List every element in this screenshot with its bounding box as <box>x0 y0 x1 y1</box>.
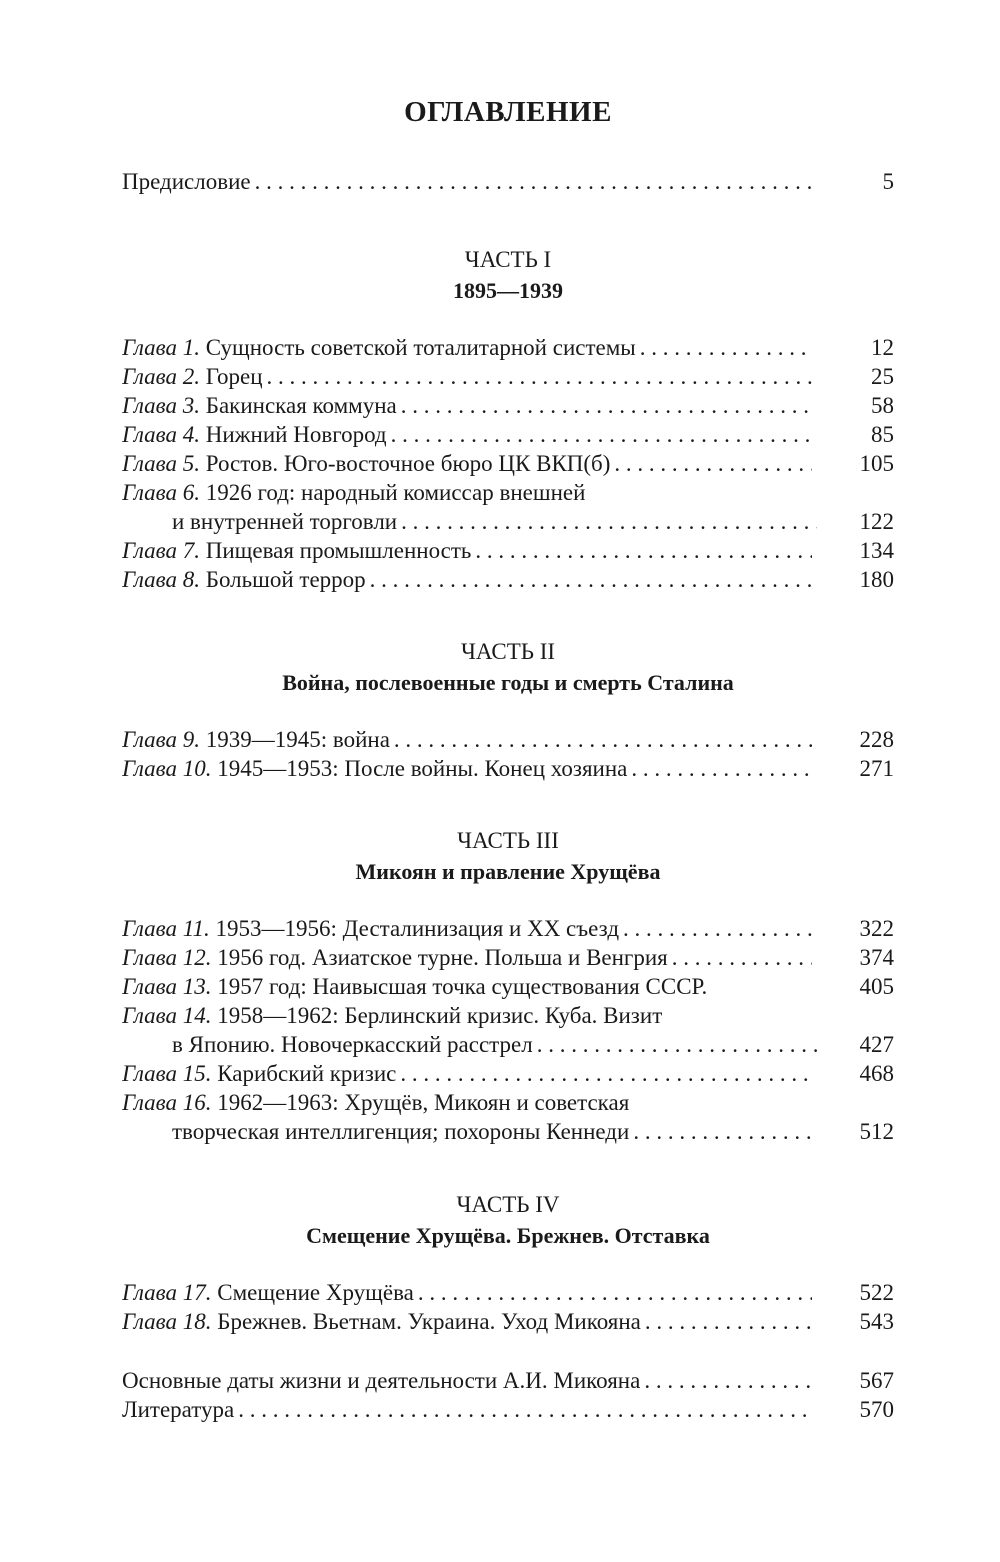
chapter-entry[interactable] <box>122 972 894 1001</box>
part-3-header <box>122 825 894 887</box>
chapter-title: Пищевая промышленность <box>205 538 472 563</box>
page-number: 122 <box>859 509 894 534</box>
part-heading: ЧАСТЬ IV <box>456 1192 560 1217</box>
page-number: 58 <box>871 393 894 418</box>
part-1-header <box>122 244 894 306</box>
chapter-label: Глава 10. <box>122 756 212 781</box>
entry-title: Основные даты жизни и деятельности А.И. Микояна <box>122 1368 641 1393</box>
dot-leader <box>370 565 812 594</box>
part-subtitle: Смещение Хрущёва. Брежнев. Отставка <box>306 1223 710 1248</box>
part-heading: ЧАСТЬ I <box>464 247 552 272</box>
chapter-label: Глава 11. <box>122 916 210 941</box>
chapter-label: Глава 7. <box>122 538 200 563</box>
dot-leader <box>672 943 812 972</box>
page-number: 85 <box>871 422 894 447</box>
part-subtitle: Война, послевоенные годы и смерть Сталина <box>282 670 734 695</box>
dot-leader <box>401 391 812 420</box>
chapter-entry[interactable] <box>122 565 894 594</box>
dot-leader <box>418 1278 812 1307</box>
chapter-title: 1926 год: народный комиссар внешней <box>205 480 586 505</box>
chapter-label: Глава 4. <box>122 422 200 447</box>
chapter-title: 1956 год. Азиатское турне. Польша и Венгрия <box>217 945 668 970</box>
part-heading: ЧАСТЬ II <box>460 639 556 664</box>
page-number: 25 <box>871 364 894 389</box>
dot-leader <box>623 914 812 943</box>
chapter-label: Глава 15. <box>122 1061 212 1086</box>
dot-leader <box>633 1117 817 1146</box>
page-number: 570 <box>859 1397 894 1422</box>
chapter-entry[interactable] <box>122 943 894 972</box>
page-number: 180 <box>859 567 894 592</box>
chapter-title: Ростов. Юго-восточное бюро ЦК ВКП(б) <box>205 451 611 476</box>
chapter-title: 1957 год: Наивысшая точка существования СССР. <box>217 974 708 999</box>
page-number: 427 <box>859 1032 894 1057</box>
dot-leader <box>401 507 817 536</box>
chapter-label: Глава 18. <box>122 1309 212 1334</box>
chapter-title: 1958—1962: Берлинский кризис. Куба. Визит <box>217 1003 663 1028</box>
chapter-entry[interactable] <box>122 391 894 420</box>
entry-title: Литература <box>122 1397 235 1422</box>
chapter-title: 1945—1953: После войны. Конец хозяина <box>217 756 628 781</box>
part-heading: ЧАСТЬ III <box>457 828 559 853</box>
page-number: 5 <box>882 169 894 194</box>
part-3-chapters <box>122 914 894 1146</box>
chapter-entry[interactable] <box>122 1001 894 1059</box>
chapter-title: Карибский кризис <box>217 1061 397 1086</box>
dot-leader <box>614 449 812 478</box>
page-number: 374 <box>859 945 894 970</box>
chapter-label: Глава 17. <box>122 1280 212 1305</box>
dot-leader <box>391 420 812 449</box>
chapter-entry[interactable] <box>122 1088 894 1146</box>
part-4-chapters <box>122 1278 894 1336</box>
chapter-label: Глава 16. <box>122 1090 212 1115</box>
part-subtitle: Микоян и правление Хрущёва <box>355 859 661 884</box>
page-number: 134 <box>859 538 894 563</box>
chapter-title: Нижний Новгород <box>205 422 387 447</box>
part-subtitle: 1895—1939 <box>453 278 563 303</box>
chapter-label: Глава 6. <box>122 480 200 505</box>
dot-leader <box>255 167 812 196</box>
chapter-entry[interactable] <box>122 754 894 783</box>
chapter-entry[interactable] <box>122 1307 894 1336</box>
chapter-label: Глава 1. <box>122 335 200 360</box>
part-4-header <box>122 1189 894 1251</box>
chapter-label: Глава 14. <box>122 1003 212 1028</box>
dot-leader <box>644 1366 812 1395</box>
dot-leader <box>537 1030 818 1059</box>
toc-entry-preface[interactable] <box>122 167 894 196</box>
page-number: 105 <box>859 451 894 476</box>
chapter-label: Глава 5. <box>122 451 200 476</box>
chapter-entry[interactable] <box>122 1278 894 1307</box>
page-number: 12 <box>871 335 894 360</box>
chapter-title: 1962—1963: Хрущёв, Микоян и советская <box>217 1090 630 1115</box>
entry-title: Предисловие <box>122 169 251 194</box>
dot-leader <box>267 362 812 391</box>
chapter-title: 1939—1945: война <box>205 727 390 752</box>
chapter-label: Глава 2. <box>122 364 200 389</box>
page-number: 271 <box>859 756 894 781</box>
chapter-label: Глава 9. <box>122 727 200 752</box>
page-number: 543 <box>859 1309 894 1334</box>
page-number: 567 <box>859 1368 894 1393</box>
page-number: 322 <box>859 916 894 941</box>
chapter-entry[interactable] <box>122 478 894 536</box>
chapter-entry[interactable] <box>122 536 894 565</box>
chapter-title-continuation: и внутренней торговли <box>172 509 398 534</box>
chapter-title: Сущность советской тоталитарной системы <box>205 335 636 360</box>
dot-leader <box>400 1059 812 1088</box>
dot-leader <box>640 333 812 362</box>
chapter-title: Большой террор <box>205 567 366 592</box>
chapter-title-continuation: творческая интеллигенция; похороны Кеннеди <box>172 1119 630 1144</box>
chapter-entry[interactable] <box>122 420 894 449</box>
chapter-entry[interactable] <box>122 449 894 478</box>
toc-entry-literature[interactable] <box>122 1395 894 1424</box>
chapter-title: Бакинская коммуна <box>205 393 397 418</box>
chapter-label: Глава 13. <box>122 974 212 999</box>
chapter-title: Брежнев. Вьетнам. Украина. Уход Микояна <box>217 1309 641 1334</box>
part-1-chapters <box>122 333 894 594</box>
chapter-title: Смещение Хрущёва <box>217 1280 414 1305</box>
chapter-entry[interactable] <box>122 362 894 391</box>
dot-leader <box>394 725 812 754</box>
page-number: 228 <box>859 727 894 752</box>
page-number: 468 <box>859 1061 894 1086</box>
chapter-title: 1953—1956: Десталинизация и XX съезд <box>215 916 620 941</box>
page-number: 522 <box>859 1280 894 1305</box>
preface-section <box>122 167 894 196</box>
part-2-header <box>122 636 894 698</box>
page-title: ОГЛАВЛЕНИЕ <box>404 96 612 128</box>
chapter-title: Горец <box>205 364 263 389</box>
page-number: 405 <box>859 974 894 999</box>
chapter-entry[interactable] <box>122 725 894 754</box>
dot-leader <box>645 1307 812 1336</box>
dot-leader <box>631 754 812 783</box>
chapter-entry[interactable] <box>122 333 894 362</box>
dot-leader <box>238 1395 812 1424</box>
toc-entry-dates[interactable] <box>122 1366 894 1395</box>
part-2-chapters <box>122 725 894 783</box>
dot-leader <box>475 536 812 565</box>
chapter-label: Глава 8. <box>122 567 200 592</box>
page-number: 512 <box>859 1119 894 1144</box>
chapter-title-continuation: в Японию. Новочеркасский расстрел <box>172 1032 533 1057</box>
chapter-entry[interactable] <box>122 914 894 943</box>
appendix-entries <box>122 1366 894 1424</box>
chapter-label: Глава 3. <box>122 393 200 418</box>
chapter-label: Глава 12. <box>122 945 212 970</box>
chapter-entry[interactable] <box>122 1059 894 1088</box>
